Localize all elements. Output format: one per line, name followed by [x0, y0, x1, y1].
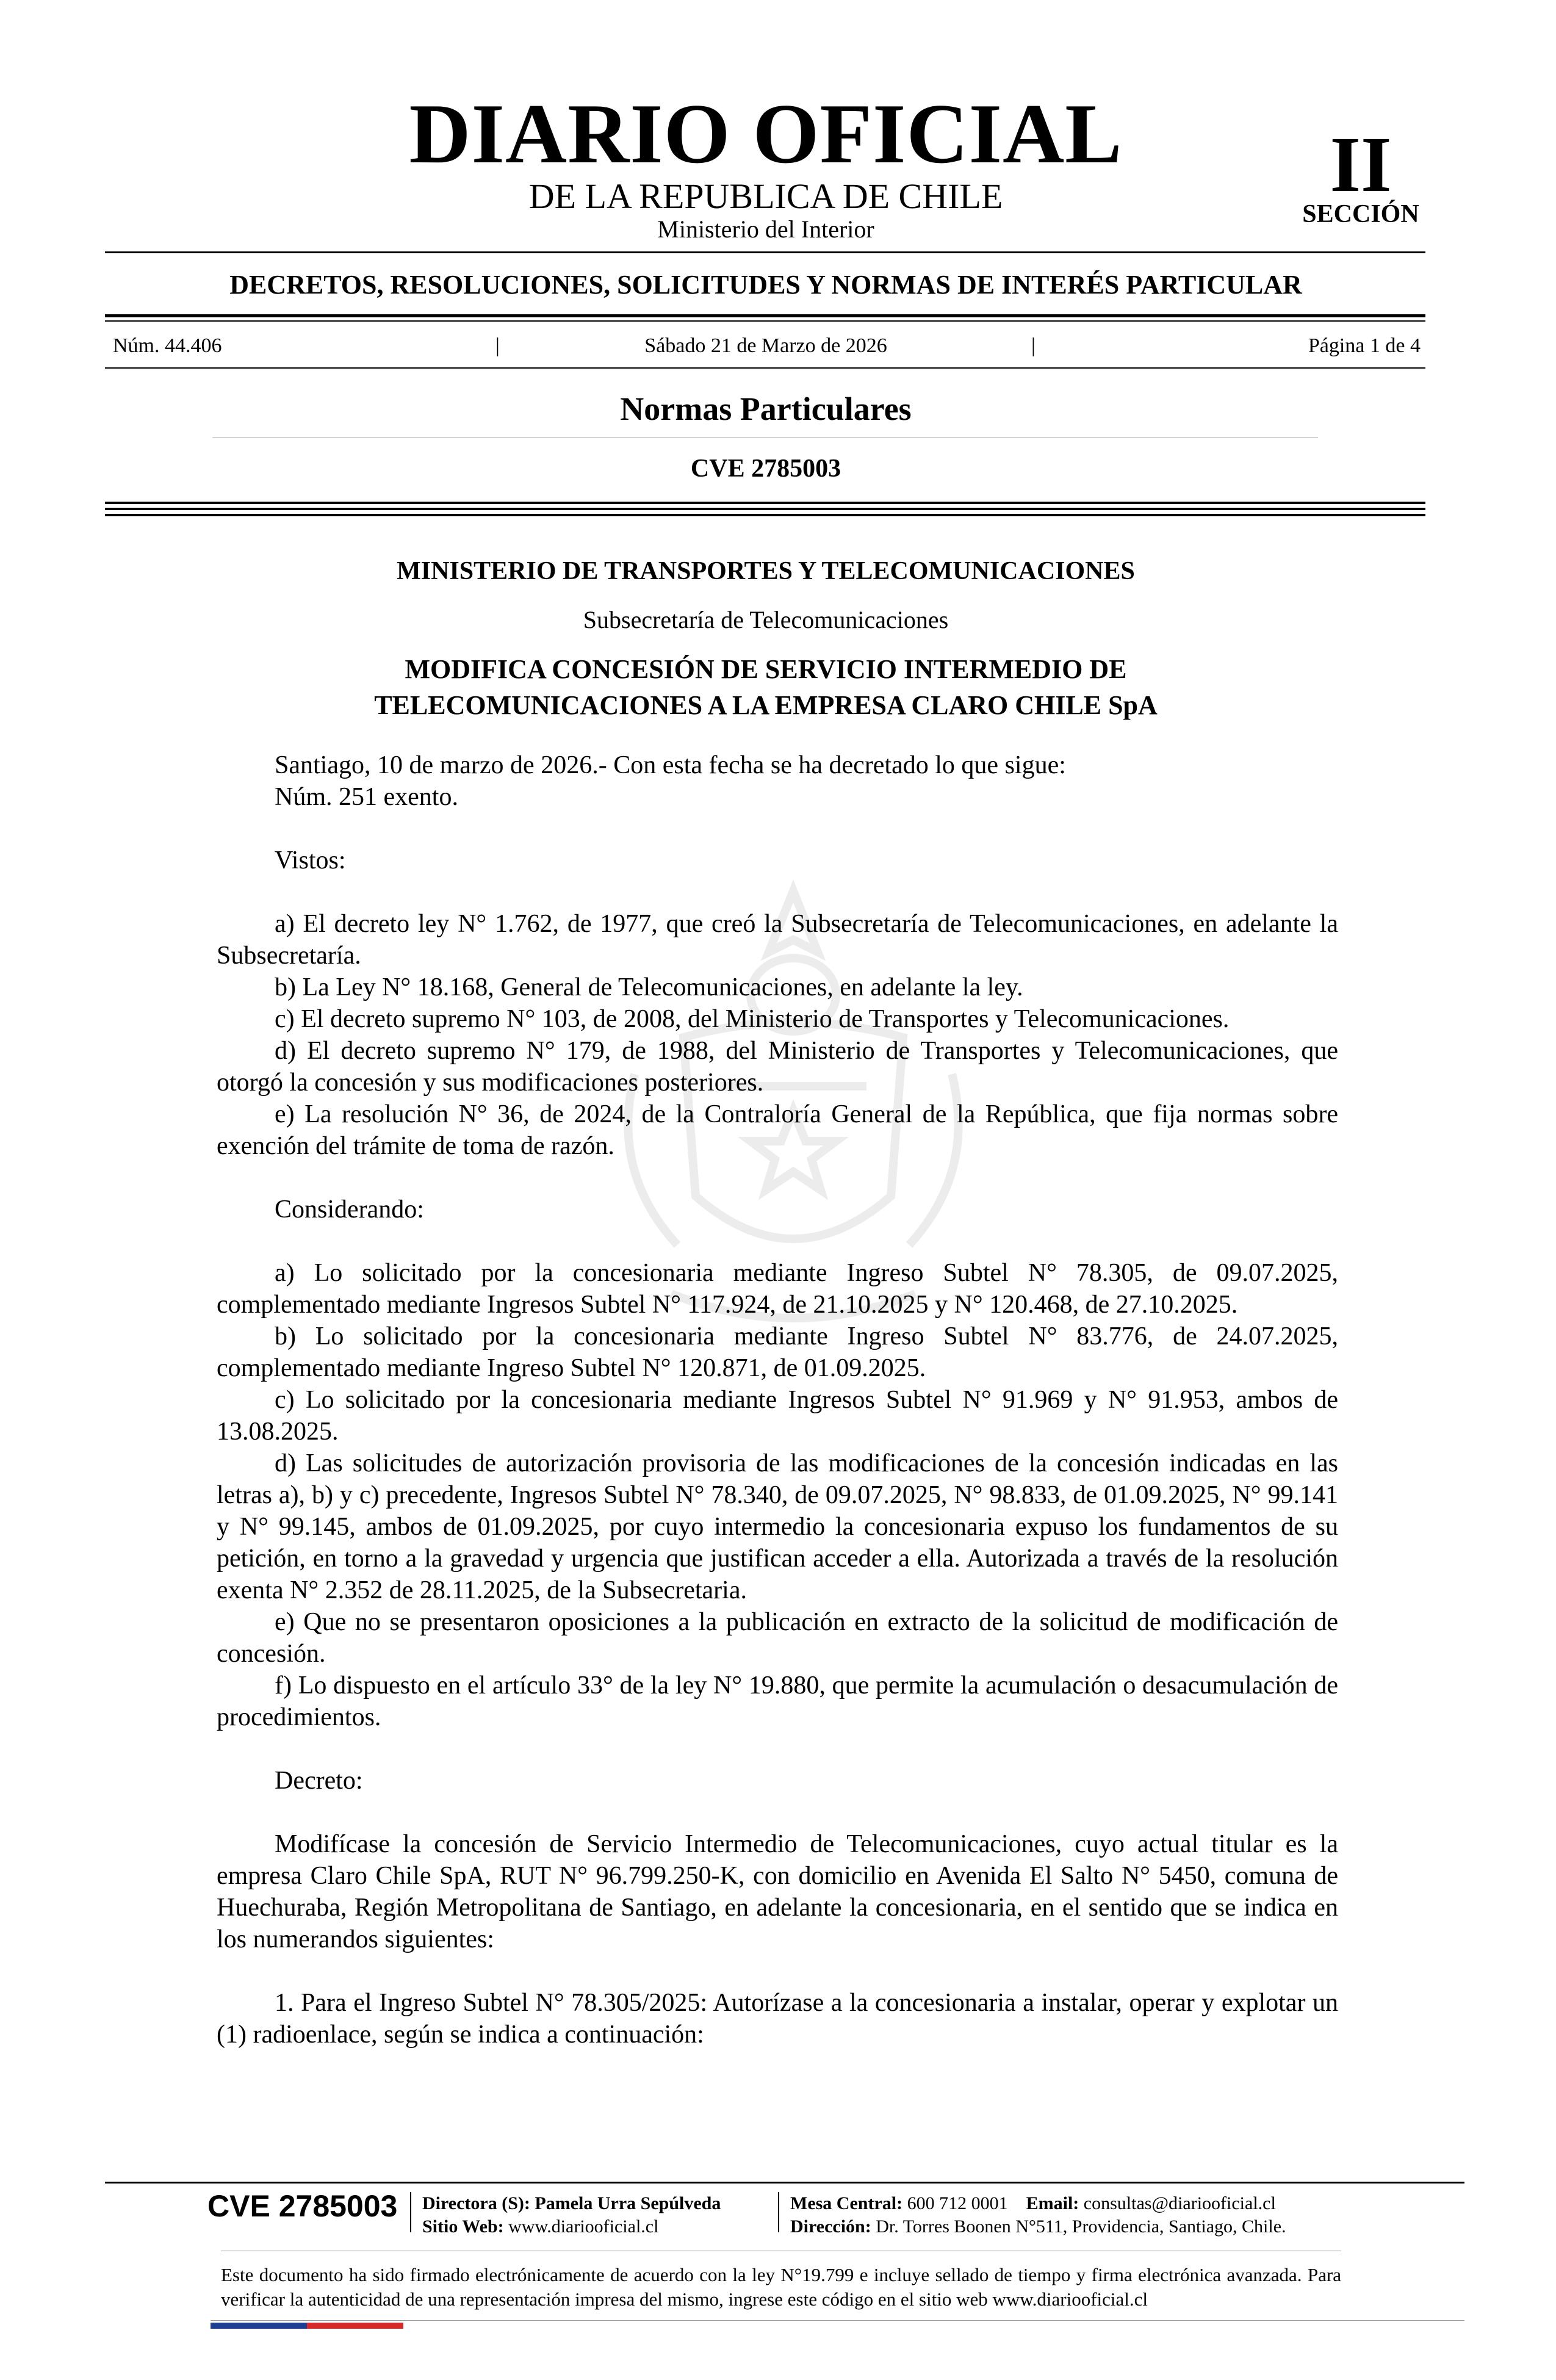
- website-link[interactable]: www.diariooficial.cl: [508, 2216, 659, 2237]
- considerando-item: d) Las solicitudes de autorización provisoria de las modificaciones de la concesión indicadas en las letras a), b) y c) precedente, Ingresos Subtel N° 78.340, de 09.07.2025, N° 98.833, de 01.09.2025, N° 99.141 y N° 99.145, ambos de 01.09.2025, por cuyo intermedio la concesionaria expuso los fundamentos de su petición, en torno a la gravedad y urgencia que justifican acceder a ella. Autorizada a través de la resolución exenta N° 2.352 de 28.11.2025, de la Subsecretaria.: [217, 1449, 1338, 1604]
- meta-rule: [105, 367, 1425, 369]
- header-rule-2: [105, 508, 1425, 510]
- footer-divider: [778, 2192, 779, 2232]
- cve-code: CVE 2785003: [690, 455, 841, 483]
- flag-stripe-red: [307, 2323, 403, 2329]
- considerando-label: Considerando:: [275, 1195, 424, 1224]
- considerando-item: b) Lo solicitado por la concesionaria mediante Ingreso Subtel N° 83.776, de 24.07.2025, complementado mediante Ingreso Subtel N° 120.871, de 01.09.2025.: [217, 1322, 1338, 1382]
- decreto-paragraph: Modifícase la concesión de Servicio Intermedio de Telecomunicaciones, cuyo actual titular es la empresa Claro Chile SpA, RUT N° 96.799.250-K, con domicilio en Avenida El Salto N° 5450, comuna de Huechuraba, Región Metropolitana de Santiago, en adelante la concesionaria, en el sentido que se indica en los numerandos siguientes:: [217, 1830, 1338, 1953]
- masthead-rule: [105, 251, 1425, 253]
- vistos-item: b) La Ley N° 18.168, General de Telecomunicaciones, en adelante la ley.: [275, 973, 1023, 1001]
- section-banner: DECRETOS, RESOLUCIONES, SOLICITUDES Y NORMAS DE INTERÉS PARTICULAR: [229, 270, 1302, 300]
- vistos-item: c) El decreto supremo N° 103, de 2008, del Ministerio de Transportes y Telecomunicaciones.: [275, 1005, 1230, 1033]
- intro-number: Núm. 251 exento.: [275, 783, 458, 811]
- issue-number: Núm. 44.406: [113, 334, 222, 357]
- decreto-label: Decreto:: [275, 1767, 363, 1795]
- address-label: Dirección:: [790, 2216, 871, 2237]
- banner-rule-thick: [105, 314, 1425, 317]
- meta-separator: |: [495, 334, 500, 357]
- email-label: Email:: [1026, 2193, 1079, 2213]
- header-rule-1: [105, 502, 1425, 504]
- director-label: Directora (S):: [422, 2193, 530, 2213]
- numbered-item: 1. Para el Ingreso Subtel N° 78.305/2025: Autorízase a la concesionaria a instalar, operar y explotar un (1) radioenlace, según se indica a continuación:: [217, 1989, 1338, 2049]
- website-label: Sitio Web:: [422, 2216, 504, 2237]
- organization-name: MINISTERIO DE TRANSPORTES Y TELECOMUNICACIONES: [397, 557, 1135, 585]
- page-indicator: Página 1 de 4: [1308, 334, 1421, 357]
- meta-separator: |: [1031, 334, 1036, 357]
- sub-organization: Subsecretaría de Telecomunicaciones: [583, 606, 949, 633]
- issue-date: Sábado 21 de Marzo de 2026: [644, 334, 887, 357]
- section-title-underline: [212, 437, 1318, 438]
- section-title: Normas Particulares: [620, 391, 912, 427]
- footer-divider: [410, 2192, 411, 2232]
- section-number: II: [1330, 121, 1392, 209]
- footer-cve: CVE 2785003: [207, 2189, 398, 2223]
- address-value: Dr. Torres Boonen N°511, Providencia, Santiago, Chile.: [876, 2216, 1286, 2237]
- vistos-item: d) El decreto supremo N° 179, de 1988, del Ministerio de Transportes y Telecomunicaciones, que otorgó la concesión y sus modificaciones posteriores.: [217, 1037, 1338, 1097]
- document-body: [217, 749, 1338, 2050]
- vistos-item: e) La resolución N° 36, de 2024, de la Contraloría General de la República, que fija normas sobre exención del trámite de toma de razón.: [217, 1100, 1338, 1160]
- phone-label: Mesa Central:: [790, 2193, 903, 2213]
- electronic-signature-disclaimer: Este documento ha sido firmado electrónicamente de acuerdo con la ley N°19.799 e incluye sellado de tiempo y firma electrónica avanzada. Para verificar la autenticidad de una representación impresa del mismo, ingrese este código en el sitio web www.diariooficial.cl: [221, 2264, 1341, 2310]
- footer-bottom-rule: [211, 2320, 1464, 2321]
- document-heading-line2: TELECOMUNICACIONES A LA EMPRESA CLARO CHILE SpA: [374, 690, 1158, 720]
- intro-line: Santiago, 10 de marzo de 2026.- Con esta fecha se ha decretado lo que sigue:: [275, 751, 1066, 779]
- email-link[interactable]: consultas@diariooficial.cl: [1083, 2193, 1276, 2213]
- document-heading-line1: MODIFICA CONCESIÓN DE SERVICIO INTERMEDIO DE: [405, 654, 1127, 684]
- header-rule-3: [105, 514, 1425, 516]
- considerando-item: f) Lo dispuesto en el artículo 33° de la ley N° 19.880, que permite la acumulación o desacumulación de procedimientos.: [217, 1671, 1338, 1731]
- ministry-line: Ministerio del Interior: [657, 215, 874, 243]
- phone-number: 600 712 0001: [907, 2193, 1008, 2213]
- considerando-item: c) Lo solicitado por la concesionaria mediante Ingresos Subtel N° 91.969 y N° 91.953, ambos de 13.08.2025.: [217, 1386, 1338, 1446]
- footer-contact-right: [790, 2192, 1286, 2238]
- vistos-label: Vistos:: [275, 846, 346, 874]
- section-label: SECCIÓN: [1302, 200, 1419, 228]
- footer-contact-left: [422, 2192, 721, 2238]
- newspaper-title: DIARIO OFICIAL: [409, 87, 1123, 181]
- banner-rule-thin: [105, 320, 1425, 322]
- director-name: Pamela Urra Sepúlveda: [535, 2193, 721, 2213]
- vistos-item: a) El decreto ley N° 1.762, de 1977, que creó la Subsecretaría de Telecomunicaciones, en adelante la Subsecretaría.: [217, 910, 1338, 970]
- flag-stripe-blue: [211, 2323, 307, 2329]
- considerando-item: a) Lo solicitado por la concesionaria mediante Ingreso Subtel N° 78.305, de 09.07.2025, complementado mediante Ingresos Subtel N° 117.924, de 21.10.2025 y N° 120.468, de 27.10.2025.: [217, 1259, 1338, 1319]
- footer-rule: [105, 2182, 1464, 2183]
- newspaper-subtitle: DE LA REPUBLICA DE CHILE: [528, 176, 1003, 216]
- considerando-item: e) Que no se presentaron oposiciones a la publicación en extracto de la solicitud de modificación de concesión.: [217, 1608, 1338, 1668]
